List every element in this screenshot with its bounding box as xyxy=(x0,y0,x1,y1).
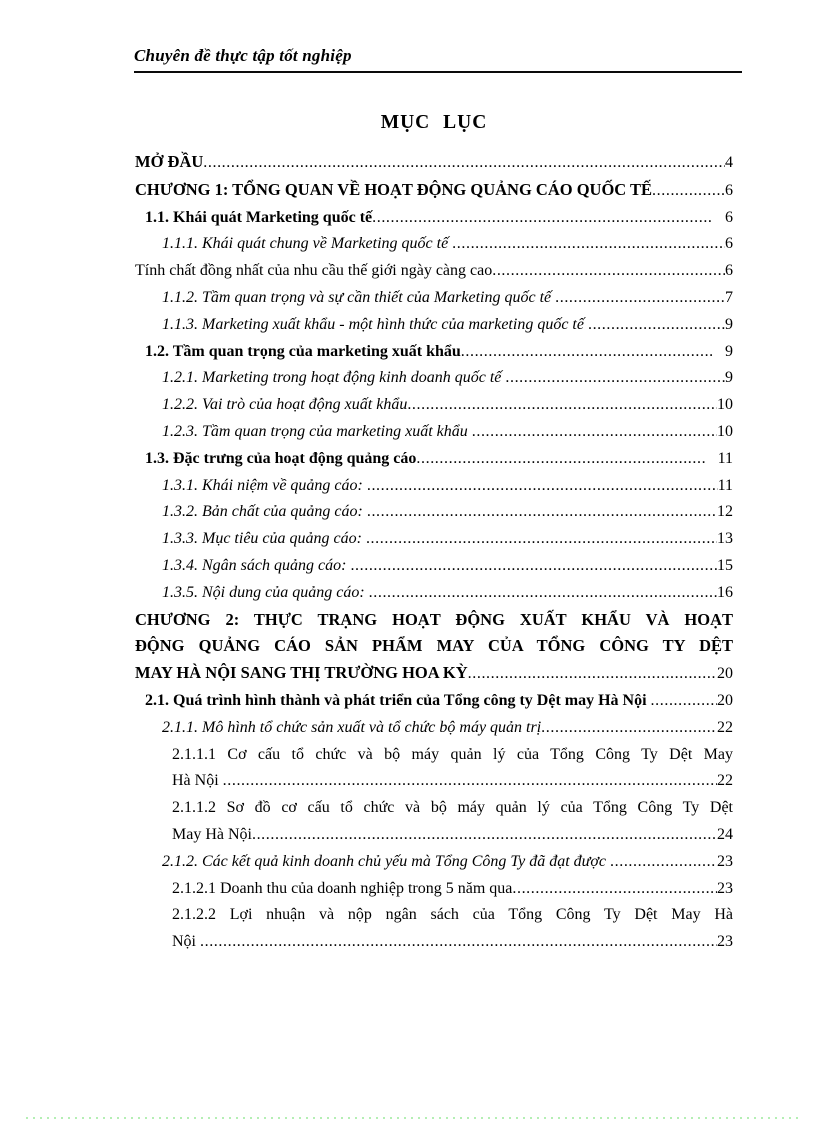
toc-entry-text: CHƯƠNG 1: TỔNG QUAN VỀ HOẠT ĐỘNG QUẢNG CÁO QUỐC TẾ xyxy=(135,179,653,199)
toc-entry xyxy=(172,902,733,956)
dot-leader xyxy=(366,526,717,553)
toc-entry-text: Tính chất đồng nhất của nhu cầu thế giới ngày càng cao xyxy=(135,262,493,280)
toc-entry-text: 1.2.2. Vai trò của hoạt động xuất khẩu xyxy=(162,396,408,414)
toc-entry-line xyxy=(162,231,733,258)
dot-leader xyxy=(651,688,717,715)
dot-leader xyxy=(610,849,717,876)
toc-entry-text: 2.1.2. Các kết quả kinh doanh chủ yếu mà Tổng Công Ty đã đạt được xyxy=(162,852,611,870)
dot-leader xyxy=(367,499,717,526)
toc-entry xyxy=(162,715,733,742)
toc-page-number: 9 xyxy=(725,315,733,333)
toc-entry-line: 2.1.1.1 Cơ cấu tổ chức và bộ máy quản lý của Tổng Công Ty Dệt May xyxy=(172,745,733,763)
toc-entry-line xyxy=(162,849,733,876)
toc-page-number: 11 xyxy=(717,449,733,467)
toc-entry xyxy=(145,205,733,232)
toc-page-number: 9 xyxy=(725,342,733,360)
dot-leader xyxy=(541,715,717,742)
page-header xyxy=(134,44,742,73)
toc-page-number: 16 xyxy=(717,583,733,601)
page-break-marker xyxy=(26,1117,802,1119)
toc-entry xyxy=(162,285,733,312)
toc-page-number: 22 xyxy=(717,772,733,790)
toc-page-number: 7 xyxy=(725,288,733,306)
toc-entry-line xyxy=(162,580,733,607)
toc-entry-line: 2.1.1.2 Sơ đồ cơ cấu tổ chức và bộ máy quản lý của Tổng Công Ty Dệt xyxy=(172,799,733,817)
dot-leader xyxy=(372,205,712,232)
dot-leader xyxy=(468,661,717,688)
dot-leader xyxy=(203,150,725,177)
toc-page-number: 12 xyxy=(717,503,733,521)
dot-leader xyxy=(252,822,717,849)
toc-entry-text: May Hà Nội xyxy=(172,825,252,843)
toc-page-number: 20 xyxy=(717,691,733,709)
dot-leader xyxy=(652,178,725,205)
toc-entry-text: 1.3.1. Khái niệm về quảng cáo: xyxy=(162,476,367,494)
toc-entry-line xyxy=(162,715,733,742)
toc-entry xyxy=(162,392,733,419)
dot-leader xyxy=(407,392,717,419)
toc-entry-line xyxy=(162,365,733,392)
page-title: MỤC LỤC xyxy=(380,112,488,133)
dot-leader xyxy=(472,419,717,446)
toc-entry xyxy=(162,365,733,392)
toc-entry xyxy=(145,446,733,473)
toc-entry-text: Hà Nội xyxy=(172,772,223,790)
toc-page-number: 15 xyxy=(717,556,733,574)
toc-entry-text: 1.1.2. Tầm quan trọng và sự cần thiết của Marketing quốc tế xyxy=(162,288,556,306)
toc-entry xyxy=(172,795,733,849)
toc-entry-text: MỞ ĐẦU xyxy=(135,152,204,171)
toc-entry-line xyxy=(135,660,733,688)
toc-entry-text: 1.2.1. Marketing trong hoạt động kinh doanh quốc tế xyxy=(162,369,506,387)
toc-entry-text: 1.1. Khái quát Marketing quốc tế xyxy=(145,208,373,226)
toc-page-number: 6 xyxy=(725,208,733,226)
toc-entry-line xyxy=(162,473,733,500)
dot-leader xyxy=(452,231,725,258)
toc-entry-text: 1.2. Tầm quan trọng của marketing xuất khẩu xyxy=(145,342,461,360)
toc-page-number: 20 xyxy=(717,665,733,683)
toc-entry-line xyxy=(172,929,733,956)
toc-entry-line xyxy=(162,312,733,339)
toc-entry-line xyxy=(145,339,733,366)
toc-entry-line xyxy=(172,876,733,903)
table-of-contents xyxy=(135,149,733,956)
toc-entry xyxy=(145,688,733,715)
toc-page-number: 6 xyxy=(725,235,733,253)
dot-leader xyxy=(588,312,725,339)
toc-page-number: 10 xyxy=(717,422,733,440)
toc-entry xyxy=(145,339,733,366)
dot-leader xyxy=(492,258,725,285)
toc-entry-line xyxy=(172,768,733,795)
toc-entry xyxy=(162,499,733,526)
toc-entry-text: 1.2.3. Tầm quan trọng của marketing xuất khẩu xyxy=(162,422,472,440)
toc-entry-line: CHƯƠNG 2: THỰC TRẠNG HOẠT ĐỘNG XUẤT KHẨU VÀ HOẠT xyxy=(135,609,733,629)
toc-entry-text: 1.3.2. Bản chất của quảng cáo: xyxy=(162,503,367,521)
toc-entry xyxy=(162,473,733,500)
toc-entry xyxy=(135,258,733,285)
toc-page-number: 10 xyxy=(717,396,733,414)
toc-entry-line xyxy=(172,822,733,849)
toc-entry xyxy=(172,742,733,796)
toc-page-number: 23 xyxy=(717,852,733,870)
toc-entry-text: 1.1.1. Khái quát chung về Marketing quốc tế xyxy=(162,235,453,253)
dot-leader xyxy=(505,365,725,392)
toc-entry-line xyxy=(162,553,733,580)
toc-page-number: 9 xyxy=(725,369,733,387)
toc-entry-line xyxy=(145,688,733,715)
toc-entry-text: 1.3.4. Ngân sách quảng cáo: xyxy=(162,556,351,574)
toc-entry xyxy=(162,312,733,339)
toc-entry xyxy=(162,526,733,553)
toc-entry-text: 2.1.1. Mô hình tổ chức sản xuất và tổ chức bộ máy quản trị xyxy=(162,718,542,736)
dot-leader xyxy=(512,876,717,903)
dot-leader xyxy=(461,339,712,366)
dot-leader xyxy=(200,929,717,956)
toc-page-number: 24 xyxy=(717,825,733,843)
toc-entry-text: MAY HÀ NỘI SANG THỊ TRƯỜNG HOA KỲ xyxy=(135,663,468,683)
toc-entry xyxy=(162,849,733,876)
toc-entry-text: Nội xyxy=(172,933,200,951)
dot-leader xyxy=(555,285,725,312)
running-header-text: Chuyên đề thực tập tốt nghiệp xyxy=(134,46,352,65)
toc-page-number: 13 xyxy=(717,530,733,548)
toc-entry xyxy=(172,876,733,903)
toc-entry xyxy=(162,231,733,258)
toc-entry xyxy=(135,607,733,688)
dot-leader xyxy=(416,446,704,473)
toc-entry-text: 1.3. Đặc trưng của hoạt động quảng cáo xyxy=(145,449,417,467)
toc-entry xyxy=(135,177,733,205)
toc-entry-line xyxy=(162,499,733,526)
toc-entry-line: 2.1.2.2 Lợi nhuận và nộp ngân sách của Tổng Công Ty Dệt May Hà xyxy=(172,906,733,924)
dot-leader xyxy=(350,553,717,580)
toc-page-number: 23 xyxy=(717,933,733,951)
dot-leader xyxy=(223,768,717,795)
toc-entry-line xyxy=(135,177,733,205)
toc-entry-line xyxy=(162,392,733,419)
toc-entry xyxy=(162,419,733,446)
toc-page-number: 6 xyxy=(725,181,733,199)
dot-leader xyxy=(369,580,717,607)
toc-entry-text: 2.1.2.1 Doanh thu của doanh nghiệp trong 5 năm qua xyxy=(172,879,513,897)
toc-entry-line xyxy=(145,446,733,473)
toc-entry-text: 1.3.3. Mục tiêu của quảng cáo: xyxy=(162,530,366,548)
toc-page-number: 6 xyxy=(725,262,733,280)
toc-entry-text: 2.1. Quá trình hình thành và phát triển của Tổng công ty Dệt may Hà Nội xyxy=(145,691,651,709)
toc-entry-line xyxy=(135,149,733,177)
toc-entry-line xyxy=(162,285,733,312)
toc-page-number: 23 xyxy=(717,879,733,897)
toc-entry xyxy=(162,580,733,607)
toc-entry-line xyxy=(162,419,733,446)
toc-entry-line: ĐỘNG QUẢNG CÁO SẢN PHẨM MAY CỦA TỔNG CÔNG TY DỆT xyxy=(135,636,733,656)
toc-entry-text: 1.3.5. Nội dung của quảng cáo: xyxy=(162,583,369,601)
toc-entry-line xyxy=(135,258,733,285)
toc-page-number: 22 xyxy=(717,718,733,736)
toc-entry-line xyxy=(145,205,733,232)
toc-entry-text: 1.1.3. Marketing xuất khẩu - một hình thức của marketing quốc tế xyxy=(162,315,588,333)
toc-page-number: 4 xyxy=(725,154,733,171)
toc-entry xyxy=(162,553,733,580)
dot-leader xyxy=(367,473,718,500)
toc-entry xyxy=(135,149,733,177)
toc-page-number: 11 xyxy=(717,476,733,494)
toc-entry-line xyxy=(162,526,733,553)
